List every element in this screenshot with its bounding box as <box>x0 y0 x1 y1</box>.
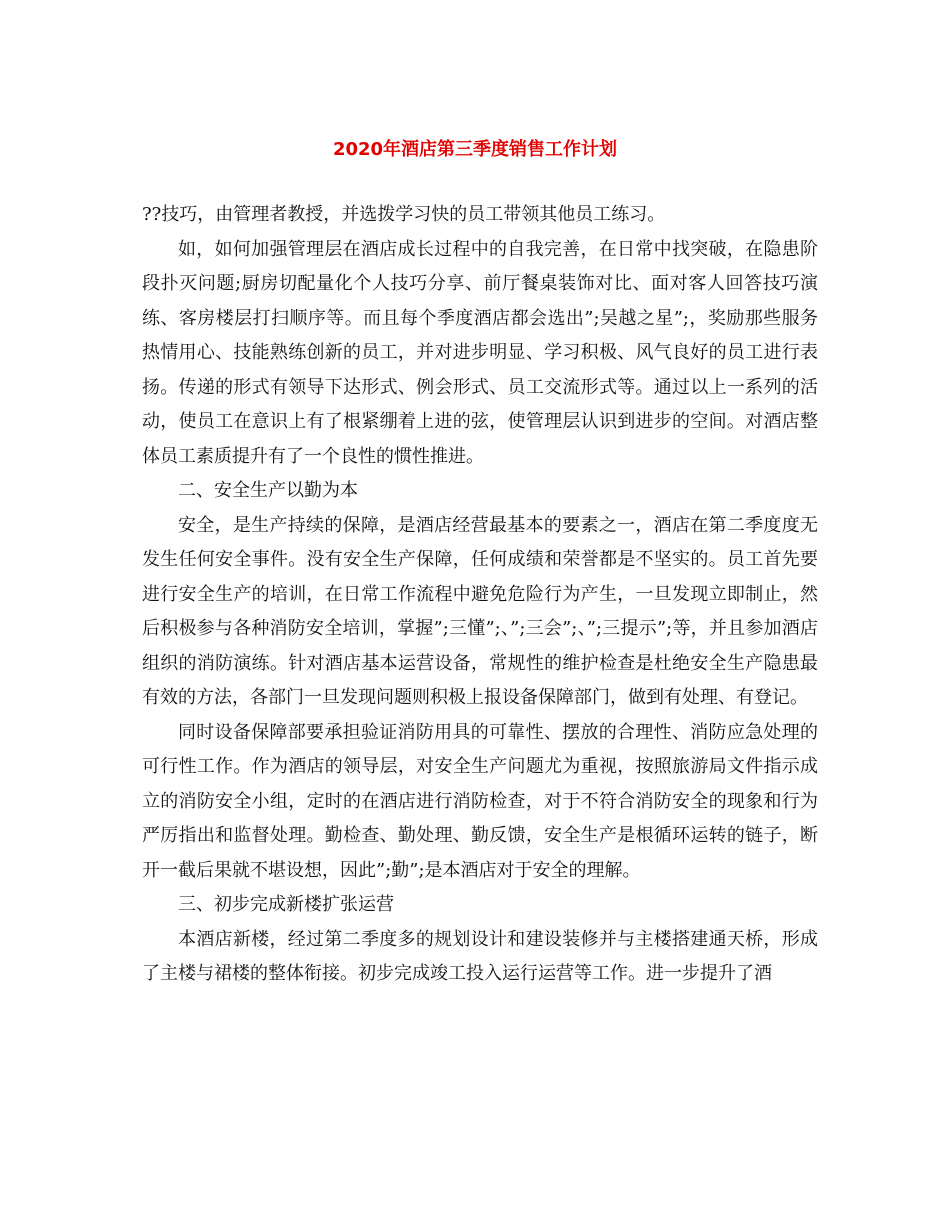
paragraph-new-building: 本酒店新楼，经过第二季度多的规划设计和建设装修并与主楼搭建通天桥，形成了主楼与裙楼的整体衔接。初步完成竣工投入运行运营等工作。进一步提升了酒 <box>142 928 818 984</box>
document-body <box>142 198 818 992</box>
paragraph-management: 如，如何加强管理层在酒店成长过程中的自我完善，在日常中找突破，在隐患阶段扑灭问题;厨房切配量化个人技巧分享、前厅餐桌装饰对比、面对客人回答技巧演练、客房楼层打扫顺序等。而且每个季度酒店都会选出”;吴越之星”;，奖励那些服务热情用心、技能熟练创新的员工，并对进步明显、学习积极、风气良好的员工进行表扬。传递的形式有领导下达形式、例会形式、员工交流形式等。通过以上一系列的活动，使员工在意识上有了根紧绷着上进的弦，使管理层认识到进步的空间。对酒店整体员工素质提升有了一个良性的惯性推进。 <box>142 238 818 467</box>
section-heading-new-building: 三、初步完成新楼扩张运营 <box>178 894 394 915</box>
paragraph-safety: 安全，是生产持续的保障，是酒店经营最基本的要素之一，酒店在第二季度度无发生任何安全事件。没有安全生产保障，任何成绩和荣誉都是不坚实的。员工首先要进行安全生产的培训，在日常工作流程中避免危险行为产生，一旦发现立即制止，然后积极参与各种消防安全培训，掌握”;三懂”;、”;三会”;、”;三提示”;等，并且参加酒店组织的消防演练。针对酒店基本运营设备，常规性的维护检查是杜绝安全生产隐患最有效的方法，各部门一旦发现问题则积极上报设备保障部门，做到有处理、有登记。 <box>142 514 818 708</box>
section-heading-safety: 二、安全生产以勤为本 <box>178 480 358 501</box>
paragraph-equipment: 同时设备保障部要承担验证消防用具的可靠性、摆放的合理性、消防应急处理的可行性工作。作为酒店的领导层，对安全生产问题尤为重视，按照旅游局文件指示成立的消防安全小组，定时的在酒店进行消防检查，对于不符合消防安全的现象和行为严厉指出和监督处理。勤检查、勤处理、勤反馈，安全生产是根循环运转的链子，断开一截后果就不堪设想，因此”;勤”;是本酒店对于安全的理解。 <box>142 721 818 881</box>
document-title: 2020年酒店第三季度销售工作计划 <box>332 139 618 160</box>
paragraph-continuation: ??技巧，由管理者教授，并选拨学习快的员工带领其他员工练习。 <box>142 204 666 225</box>
